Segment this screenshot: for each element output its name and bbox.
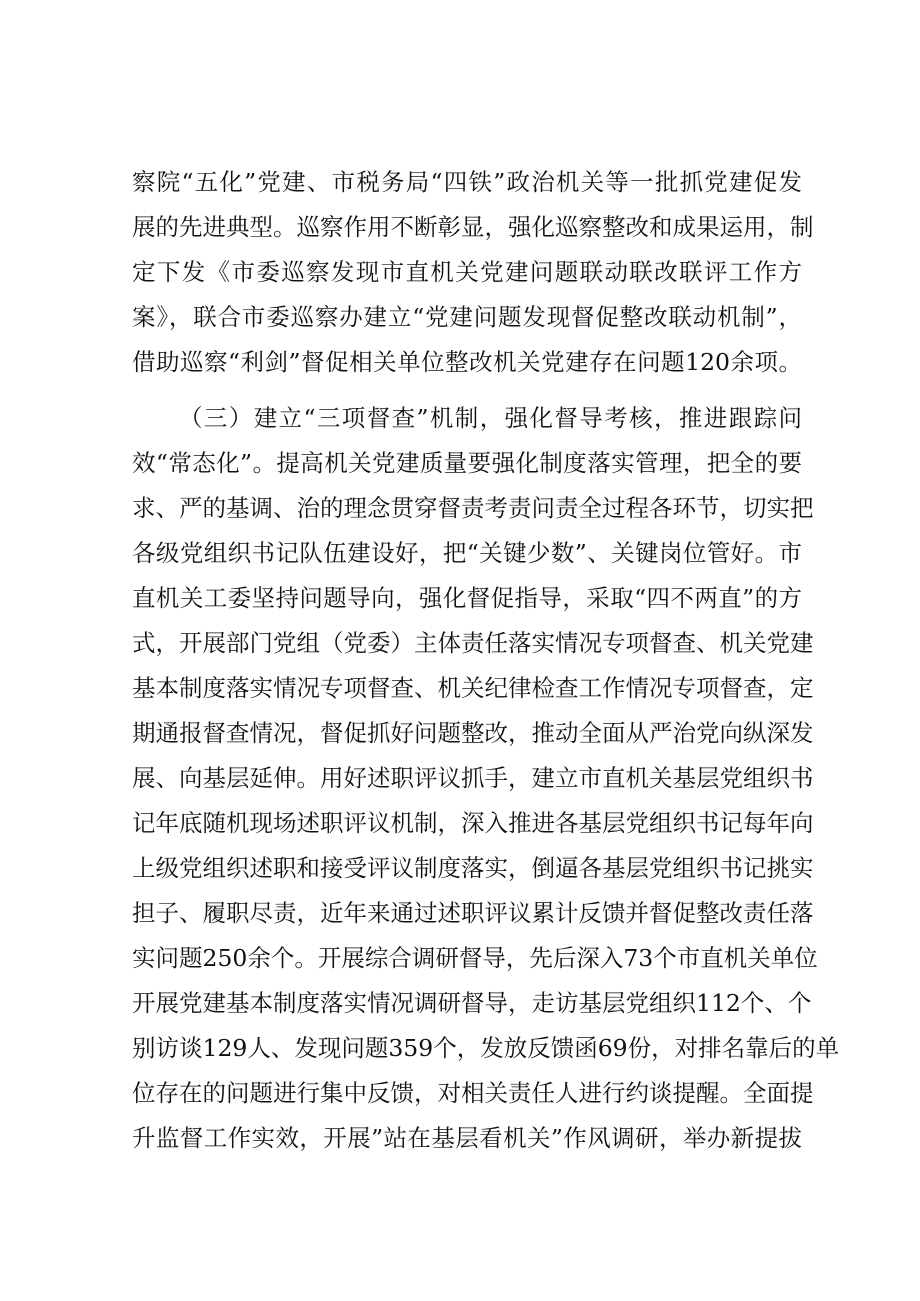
text-line: 担子、履职尽责，近年来通过述职评议累计反馈并督促整改责任落 (132, 899, 814, 927)
text-line: 直机关工委坚持问题导向，强化督促指导，采取“四不两直”的方 (132, 584, 802, 612)
document-body (132, 160, 840, 1161)
text-line: 期通报督查情况，督促抓好问题整改，推动全面从严治党向纵深发 (132, 719, 814, 747)
paragraph-1 (132, 160, 814, 385)
text-line: 上级党组织述职和接受评议制度落实，倒逼各基层党组织书记挑实 (132, 854, 814, 882)
text-line: 升监督工作实效，开展”站在基层看机关”作风调研，举办新提拔 (132, 1124, 802, 1152)
text-line: （三）建立“三项督查”机制，强化督导考核，推进跟踪问 (179, 404, 802, 432)
text-line: 效“常态化”。提高机关党建质量要强化制度落实管理，把全的要 (132, 449, 802, 477)
paragraph-spacer (132, 385, 802, 396)
text-line: 位存在的问题进行集中反馈，对相关责任人进行约谈提醒。全面提 (132, 1079, 814, 1107)
text-line: 实问题250余个。开展综合调研督导，先后深入73个市直机关单位 (132, 944, 818, 972)
text-line: 基本制度落实情况专项督查、机关纪律检查工作情况专项督查，定 (132, 674, 814, 702)
text-line: 记年底随机现场述职评议机制，深入推进各基层党组织书记每年向 (132, 809, 814, 837)
text-line: 借助巡察“利剑”督促相关单位整改机关党建存在问题120余项。 (132, 348, 802, 376)
text-line: 式，开展部门党组（党委）主体责任落实情况专项督查、机关党建 (132, 629, 814, 657)
paragraph-2 (132, 396, 840, 1161)
text-line: 定下发《市委巡察发现市直机关党建问题联动联改联评工作方 (132, 258, 802, 286)
text-line: 察院“五化”党建、市税务局“四铁”政治机关等一批抓党建促发 (132, 168, 802, 196)
text-line: 展、向基层延伸。用好述职评议抓手，建立市直机关基层党组织书 (132, 764, 814, 792)
text-line: 求、严的基调、治的理念贯穿督责考责问责全过程各环节，切实把 (132, 494, 814, 522)
text-line: 各级党组织书记队伍建设好，把“关键少数”、关键岗位管好。市 (132, 539, 802, 567)
text-line: 别访谈129人、发现问题359个，发放反馈函69份，对排名靠后的单 (132, 1034, 840, 1062)
text-line: 开展党建基本制度落实情况调研督导，走访基层党组织112个、个 (132, 989, 812, 1017)
text-line: 展的先进典型。巡察作用不断彰显，强化巡察整改和成果运用，制 (132, 213, 814, 241)
text-line: 案》，联合市委巡察办建立“党建问题发现督促整改联动机制”， (132, 303, 802, 331)
